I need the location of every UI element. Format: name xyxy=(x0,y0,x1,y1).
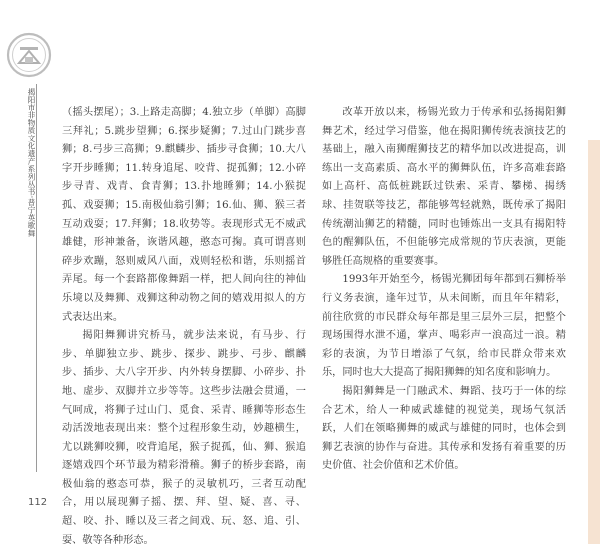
right-column xyxy=(322,104,566,476)
paragraph: 揭阳舞狮讲究桥马，就步法来说，有马步、行步、单脚独立步、跳步、探步、跳步、弓步、麒麟步、插步、大八字开步、内外转身摆脚、小碎步、扑地、虚步、双脚并立步等等。这些步法融会贯通，一气呵成，将狮子过山门、觅食、采青、睡狮等形态生动活泼地表现出来：整个过程形象生动，妙趣横生，尤以跳狮咬狮，咬背追尾，猴子捉孤，仙、狮、猴追逐嬉戏四个环节最为精彩滑稽。狮子的桥步套路，南极仙翁的憨态可恭，猴子的灵敏机巧，三者互动配合，用以展现狮子摇、摆、拜、望、疑、喜、寻、超、咬、扑、睡以及三者之间戏、玩、怒、追、引、耍、敬等各种形态。 xyxy=(62,330,306,546)
paragraph: 1993年开始至今，杨锡光狮团每年都到石狮桥举行义务表演，逢年过节，从未间断，而且年年精彩，前往欣赏的市民群众每年都是里三层外三层，把整个现场围得水泄不通，掌声、喝彩声一浪高过一浪。精彩的表演，为节日增添了气氛，给市民群众带来欢乐，同时也大大提高了揭阳狮舞的知名度和影响力。 xyxy=(322,274,566,379)
paragraph: 改革开放以来，杨锡光致力于传承和弘扬揭阳狮舞艺术，经过学习借鉴，他在揭阳狮传统表演技艺的基础上，融入南狮醒狮技艺的精华加以改进提高，训练出一支高素质、高水平的狮舞队伍，许多高难套路如上高杆、高低桩跳跃过铁索、采青、攀梯、揭绣球、挂贺联等技艺，都能够驾轻就熟，既传承了揭阳传统潮汕狮艺的精髓，同时也锤炼出一支具有揭阳特色的醒狮队伍，不但能够完成常规的节庆表演，更能够胜任高规格的重要赛事。 xyxy=(322,107,566,267)
cultural-heritage-emblem-icon xyxy=(6,32,52,78)
sidebar-divider xyxy=(36,84,37,472)
paragraph: （摇头摆尾）；3.上路走高脚；4.独立步（单脚）高脚三拜礼；5.跳步望狮；6.探步疑狮；7.过山门跳步喜狮；8.弓步三高狮；9.麒麟步、插步寻食狮；10.大八字开步睡狮；11.转身追尾、咬背、捉孤狮；12.小碎步寻青、戏青、食青狮；13.扑地睡狮；14.小猴捉孤、戏耍狮；15.南极仙翁引狮；16.仙、狮、猴三者互动戏耍；17.拜狮；18.收势等。表现形式无不威武雄健，形神兼备，诙谐风趣，憨态可掬。真可谓喜则碎步欢蹦，怒则威风八面，戏则轻松和谐，乐则摇首弄尾。每一个套路都像舞蹈一样，把人间向往的神仙乐境以及舞狮、戏狮这种动物之间的嬉戏用拟人的方式表达出来。 xyxy=(62,107,306,323)
paragraph: 揭阳狮舞是一门融武术、舞蹈、技巧于一体的综合艺术，给人一种威武雄健的视觉美，现场气氛活跃，人们在领略狮舞的威武与雄健的同时，也体会到狮艺表演的协作与奋进。其传承和发扬有着重要的历史价值、社会价值和艺术价值。 xyxy=(322,385,566,472)
series-title: 揭阳市非物质文化遗产系列丛书·普宁英歌舞 xyxy=(27,88,36,237)
page-number: 112 xyxy=(28,497,48,508)
page-edge-bar xyxy=(588,140,600,544)
left-column xyxy=(62,104,306,550)
